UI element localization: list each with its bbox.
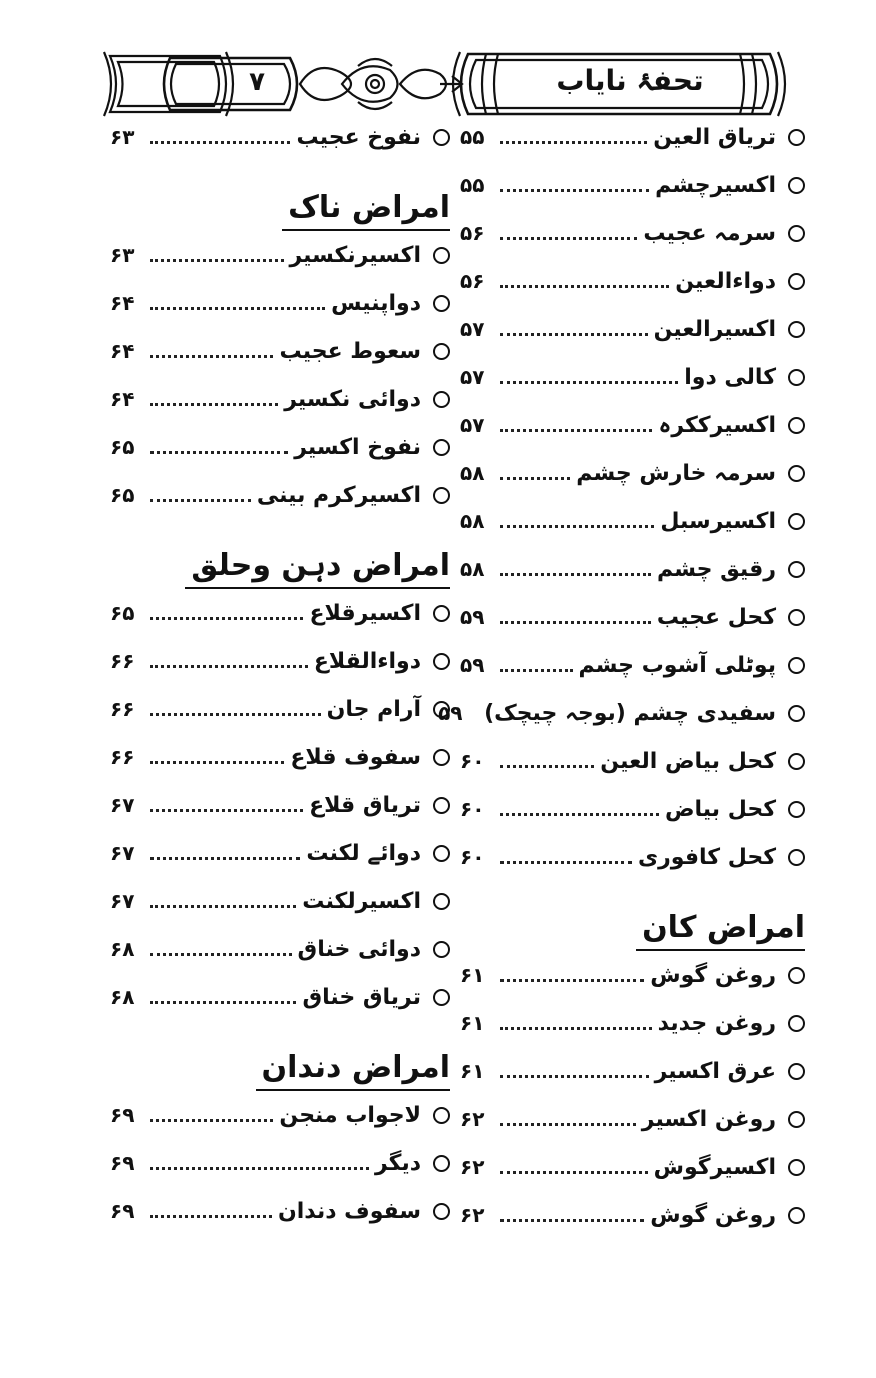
list-item: اکسیرلکنت ۶۷ bbox=[110, 877, 450, 925]
circle-bullet-icon bbox=[433, 439, 450, 456]
dot-leader bbox=[500, 1171, 648, 1174]
list-item: پوٹلی آشوب چشم ۵۹ bbox=[460, 641, 805, 689]
dot-leader bbox=[500, 381, 678, 384]
list-item: کحل بیاض العین ۶۰ bbox=[460, 737, 805, 785]
list-item: اکسیرقلاع ۶۵ bbox=[110, 589, 450, 637]
circle-bullet-icon bbox=[788, 129, 805, 146]
circle-bullet-icon bbox=[788, 1111, 805, 1128]
dot-leader bbox=[150, 1215, 272, 1218]
list-item: دوائی نکسیر ۶۴ bbox=[110, 375, 450, 423]
dot-leader bbox=[150, 1167, 369, 1170]
circle-bullet-icon bbox=[433, 845, 450, 862]
circle-bullet-icon bbox=[788, 967, 805, 984]
circle-bullet-icon bbox=[788, 177, 805, 194]
dot-leader bbox=[150, 809, 303, 812]
circle-bullet-icon bbox=[788, 1207, 805, 1224]
circle-bullet-icon bbox=[788, 273, 805, 290]
circle-bullet-icon bbox=[433, 941, 450, 958]
dot-leader bbox=[500, 861, 632, 864]
circle-bullet-icon bbox=[433, 797, 450, 814]
list-item: کحل کافوری ۶۰ bbox=[460, 833, 805, 881]
circle-bullet-icon bbox=[433, 343, 450, 360]
circle-bullet-icon bbox=[433, 487, 450, 504]
circle-bullet-icon bbox=[433, 1155, 450, 1172]
circle-bullet-icon bbox=[433, 653, 450, 670]
circle-bullet-icon bbox=[788, 705, 805, 722]
dot-leader bbox=[150, 857, 300, 860]
dot-leader bbox=[500, 189, 649, 192]
circle-bullet-icon bbox=[433, 1107, 450, 1124]
section-heading-mouth-throat: امراض دہن وحلق bbox=[110, 533, 450, 589]
dot-leader bbox=[500, 477, 570, 480]
list-item: رقیق چشم ۵۸ bbox=[460, 545, 805, 593]
circle-bullet-icon bbox=[433, 989, 450, 1006]
list-item: دواءالقلاع ۶۶ bbox=[110, 637, 450, 685]
circle-bullet-icon bbox=[433, 749, 450, 766]
list-item: سفوف دندان ۶۹ bbox=[110, 1187, 450, 1235]
list-item: اکسیرسبل ۵۸ bbox=[460, 497, 805, 545]
list-item: اکسیرنکسیر ۶۳ bbox=[110, 231, 450, 279]
circle-bullet-icon bbox=[788, 1159, 805, 1176]
list-item: عرق اکسیر ۶۱ bbox=[460, 1047, 805, 1095]
dot-leader bbox=[500, 525, 654, 528]
list-item: سفیدی چشم (بوجہ چیچک) ۵۹ bbox=[460, 689, 805, 737]
circle-bullet-icon bbox=[433, 247, 450, 264]
list-item: سرمہ عجیب ۵۶ bbox=[460, 209, 805, 257]
dot-leader bbox=[150, 259, 284, 262]
list-item: دوائے لکنت ۶۷ bbox=[110, 829, 450, 877]
list-item: تریاق قلاع ۶۷ bbox=[110, 781, 450, 829]
dot-leader bbox=[500, 237, 637, 240]
list-item: لاجواب منجن ۶۹ bbox=[110, 1091, 450, 1139]
dot-leader bbox=[500, 621, 651, 624]
list-item: سرمہ خارش چشم ۵۸ bbox=[460, 449, 805, 497]
list-item: دواءالعین ۵۶ bbox=[460, 257, 805, 305]
list-item: اکسیرککرہ ۵۷ bbox=[460, 401, 805, 449]
circle-bullet-icon bbox=[433, 605, 450, 622]
dot-leader bbox=[150, 403, 278, 406]
circle-bullet-icon bbox=[788, 801, 805, 818]
list-item: سفوف قلاع ۶۶ bbox=[110, 733, 450, 781]
circle-bullet-icon bbox=[788, 657, 805, 674]
circle-bullet-icon bbox=[788, 561, 805, 578]
header-banner bbox=[100, 48, 790, 120]
dot-leader bbox=[500, 669, 573, 672]
list-item: اکسیرالعین ۵۷ bbox=[460, 305, 805, 353]
dot-leader bbox=[500, 429, 652, 432]
circle-bullet-icon bbox=[788, 849, 805, 866]
circle-bullet-icon bbox=[788, 225, 805, 242]
dot-leader bbox=[500, 1027, 652, 1030]
circle-bullet-icon bbox=[433, 701, 450, 718]
dot-leader bbox=[150, 499, 251, 502]
circle-bullet-icon bbox=[788, 513, 805, 530]
list-item: کالی دوا ۵۷ bbox=[460, 353, 805, 401]
dot-leader bbox=[150, 905, 296, 908]
circle-bullet-icon bbox=[788, 465, 805, 482]
list-item: تریاق العین ۵۵ bbox=[460, 113, 805, 161]
dot-leader bbox=[500, 573, 651, 576]
list-item: اکسیرکرم بینی ۶۵ bbox=[110, 471, 450, 519]
circle-bullet-icon bbox=[433, 391, 450, 408]
dot-leader bbox=[150, 761, 284, 764]
dot-leader bbox=[500, 813, 659, 816]
circle-bullet-icon bbox=[433, 295, 450, 312]
list-item: دیگر ۶۹ bbox=[110, 1139, 450, 1187]
dot-leader bbox=[150, 451, 288, 454]
list-item: تریاق خناق ۶۸ bbox=[110, 973, 450, 1021]
dot-leader bbox=[150, 713, 321, 716]
list-item: دواپنیس ۶۴ bbox=[110, 279, 450, 327]
circle-bullet-icon bbox=[788, 369, 805, 386]
left-column bbox=[110, 113, 450, 1235]
dot-leader bbox=[150, 1119, 273, 1122]
dot-leader bbox=[500, 333, 648, 336]
dot-leader bbox=[150, 617, 303, 620]
dot-leader bbox=[500, 1075, 649, 1078]
circle-bullet-icon bbox=[433, 1203, 450, 1220]
dot-leader bbox=[150, 1001, 296, 1004]
list-item: نفوخ عجیب ۶۳ bbox=[110, 113, 450, 161]
dot-leader bbox=[500, 979, 644, 982]
list-item: روغن جدید ۶۱ bbox=[460, 999, 805, 1047]
dot-leader bbox=[500, 141, 647, 144]
circle-bullet-icon bbox=[788, 417, 805, 434]
dot-leader bbox=[500, 1219, 644, 1222]
list-item: کحل عجیب ۵۹ bbox=[460, 593, 805, 641]
dot-leader bbox=[150, 141, 290, 144]
list-item: اکسیرگوش ۶۲ bbox=[460, 1143, 805, 1191]
dot-leader bbox=[150, 665, 308, 668]
dot-leader bbox=[500, 1123, 636, 1126]
page-number: ۷ bbox=[249, 67, 265, 97]
right-column bbox=[438, 113, 805, 1239]
dot-leader bbox=[150, 307, 325, 310]
dot-leader bbox=[500, 285, 669, 288]
list-item: کحل بیاض ۶۰ bbox=[460, 785, 805, 833]
list-item: روغن گوش ۶۱ bbox=[460, 951, 805, 999]
book-title: تحفۂ نایاب bbox=[556, 64, 704, 97]
list-item: نفوخ اکسیر ۶۵ bbox=[110, 423, 450, 471]
list-item: سعوط عجیب ۶۴ bbox=[110, 327, 450, 375]
circle-bullet-icon bbox=[788, 609, 805, 626]
list-item: روغن اکسیر ۶۲ bbox=[460, 1095, 805, 1143]
list-item: اکسیرچشم ۵۵ bbox=[460, 161, 805, 209]
section-heading-nose: امراض ناک bbox=[110, 175, 450, 231]
circle-bullet-icon bbox=[788, 753, 805, 770]
section-heading-teeth: امراض دندان bbox=[110, 1035, 450, 1091]
circle-bullet-icon bbox=[788, 321, 805, 338]
list-item: آرام جان ۶۶ bbox=[110, 685, 450, 733]
dot-leader bbox=[500, 765, 594, 768]
dot-leader bbox=[150, 953, 292, 956]
circle-bullet-icon bbox=[433, 129, 450, 146]
circle-bullet-icon bbox=[788, 1015, 805, 1032]
dot-leader bbox=[150, 355, 273, 358]
circle-bullet-icon bbox=[788, 1063, 805, 1080]
list-item: دوائی خناق ۶۸ bbox=[110, 925, 450, 973]
section-heading-ear: امراض کان bbox=[460, 895, 805, 951]
list-item: روغن گوش ۶۲ bbox=[460, 1191, 805, 1239]
circle-bullet-icon bbox=[433, 893, 450, 910]
